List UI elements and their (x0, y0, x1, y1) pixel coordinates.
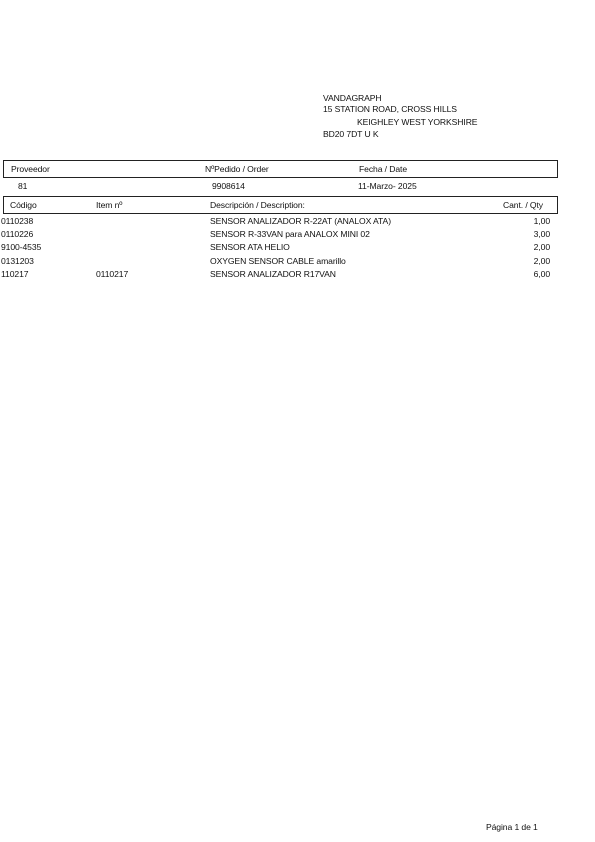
table-row (0, 269, 595, 282)
items-header-box (3, 196, 558, 214)
item-code: 9100-4535 (1, 242, 42, 252)
item-quantity: 2,00 (533, 242, 550, 252)
item-description: OXYGEN SENSOR CABLE amarillo (210, 256, 346, 266)
code-column-header: Código (10, 200, 37, 210)
address-postcode: BD20 7DT U K (323, 129, 379, 139)
order-number-value: 9908614 (212, 181, 245, 191)
page-number: Página 1 de 1 (486, 822, 538, 832)
item-quantity: 1,00 (533, 216, 550, 226)
item-description: SENSOR R-33VAN para ANALOX MINI 02 (210, 229, 370, 239)
item-number: 0110217 (96, 269, 129, 279)
item-code: 0110226 (1, 229, 34, 239)
address-street: 15 STATION ROAD, CROSS HILLS (323, 104, 457, 114)
supplier-value: 81 (18, 181, 28, 191)
table-row (0, 229, 595, 242)
table-row (0, 256, 595, 269)
item-description: SENSOR ATA HELIO (210, 242, 290, 252)
item-quantity: 3,00 (533, 229, 550, 239)
date-value: 11-Marzo- 2025 (358, 181, 417, 191)
order-number-label: NºPedido / Order (205, 164, 269, 174)
date-label: Fecha / Date (359, 164, 408, 174)
qty-column-header: Cant. / Qty (503, 200, 543, 210)
address-city: KEIGHLEY WEST YORKSHIRE (357, 117, 478, 127)
address-company: VANDAGRAPH (323, 93, 382, 103)
item-column-header: Item nº (96, 200, 123, 210)
description-column-header: Descripción / Description: (210, 200, 305, 210)
item-description: SENSOR ANALIZADOR R-22AT (ANALOX ATA) (210, 216, 391, 226)
item-quantity: 2,00 (533, 256, 550, 266)
item-code: 110217 (1, 269, 29, 279)
supplier-label: Proveedor (11, 164, 50, 174)
table-row (0, 216, 595, 229)
order-header-box (3, 160, 558, 178)
item-code: 0110238 (1, 216, 34, 226)
table-row (0, 242, 595, 255)
item-code: 0131203 (1, 256, 34, 266)
item-quantity: 6,00 (533, 269, 550, 279)
item-description: SENSOR ANALIZADOR R17VAN (210, 269, 336, 279)
